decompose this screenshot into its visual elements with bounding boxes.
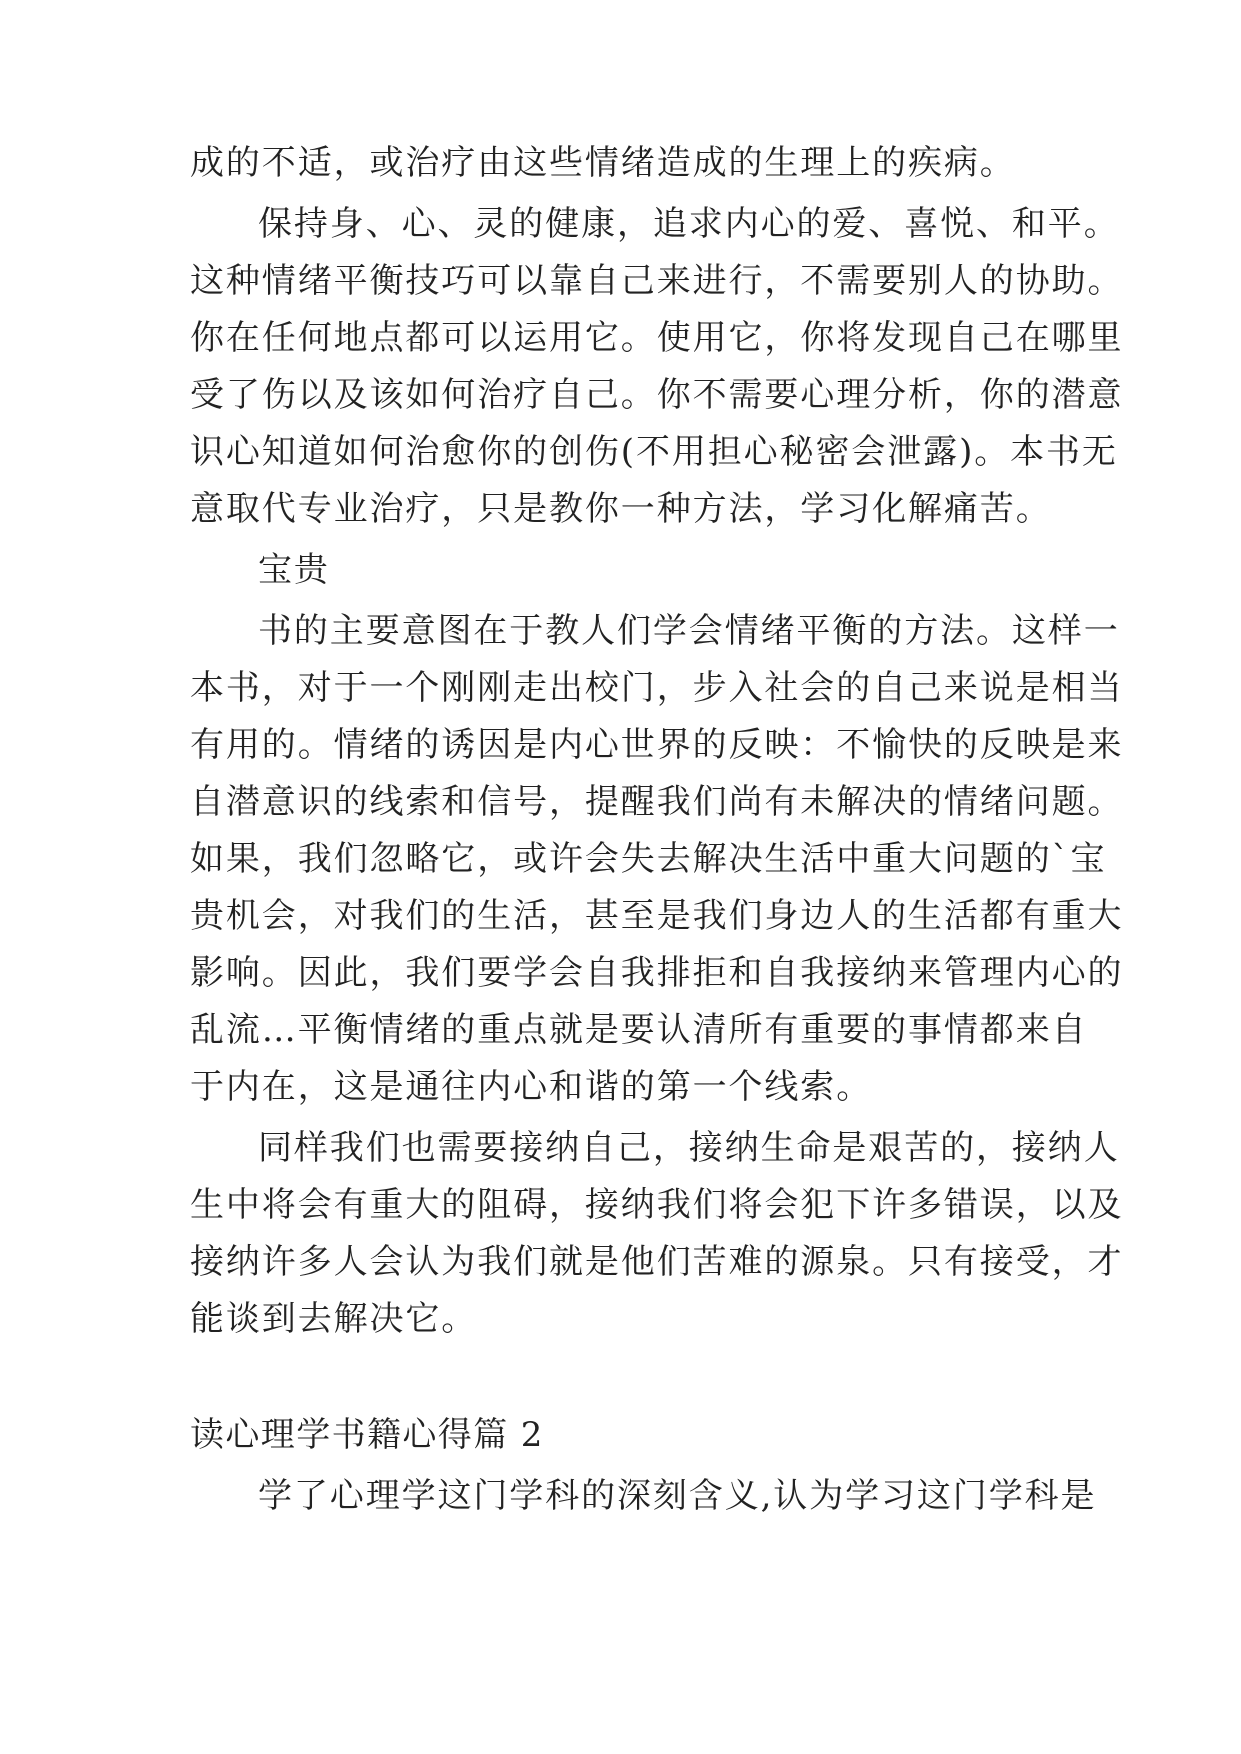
text-line: 生中将会有重大的阻碍，接纳我们将会犯下许多错误，以及 [190,1185,1124,1225]
section-heading: 读心理学书籍心得篇 2 [190,1415,544,1455]
text-line: 本书，对于一个刚刚走出校门，步入社会的自己来说是相当 [190,668,1124,708]
text-line: 贵机会，对我们的生活，甚至是我们身边人的生活都有重大 [190,896,1124,936]
text-line: 意取代专业治疗，只是教你一种方法，学习化解痛苦。 [190,489,1052,529]
text-line: 于内在，这是通往内心和谐的第一个线索。 [190,1067,873,1107]
text-line: 成的不适，或治疗由这些情绪造成的生理上的疾病。 [190,143,1016,183]
text-line: 学了心理学这门学科的深刻含义,认为学习这门学科是 [258,1476,1097,1516]
text-line: 乱流…平衡情绪的重点就是要认清所有重要的事情都来自 [190,1010,1088,1050]
text-line: 识心知道如何治愈你的创伤(不用担心秘密会泄露)。本书无 [190,432,1118,472]
text-line: 有用的。情绪的诱因是内心世界的反映：不愉快的反映是来 [190,725,1124,765]
text-line: 同样我们也需要接纳自己，接纳生命是艰苦的，接纳人 [258,1128,1120,1168]
text-line: 影响。因此，我们要学会自我排拒和自我接纳来管理内心的 [190,953,1124,993]
text-line: 宝贵 [258,550,330,590]
text-line: 你在任何地点都可以运用它。使用它，你将发现自己在哪里 [190,318,1124,358]
text-line: 受了伤以及该如何治疗自己。你不需要心理分析，你的潜意 [190,375,1124,415]
text-line: 书的主要意图在于教人们学会情绪平衡的方法。这样一 [258,611,1120,651]
text-line: 这种情绪平衡技巧可以靠自己来进行，不需要别人的协助。 [190,261,1124,301]
text-line: 保持身、心、灵的健康，追求内心的爱、喜悦、和平。 [258,204,1120,244]
text-line: 自潜意识的线索和信号，提醒我们尚有未解决的情绪问题。 [190,782,1124,822]
text-line: 能谈到去解决它。 [190,1299,478,1339]
text-line: 如果，我们忽略它，或许会失去解决生活中重大问题的`宝 [190,839,1107,879]
text-line: 接纳许多人会认为我们就是他们苦难的源泉。只有接受，才 [190,1242,1124,1282]
